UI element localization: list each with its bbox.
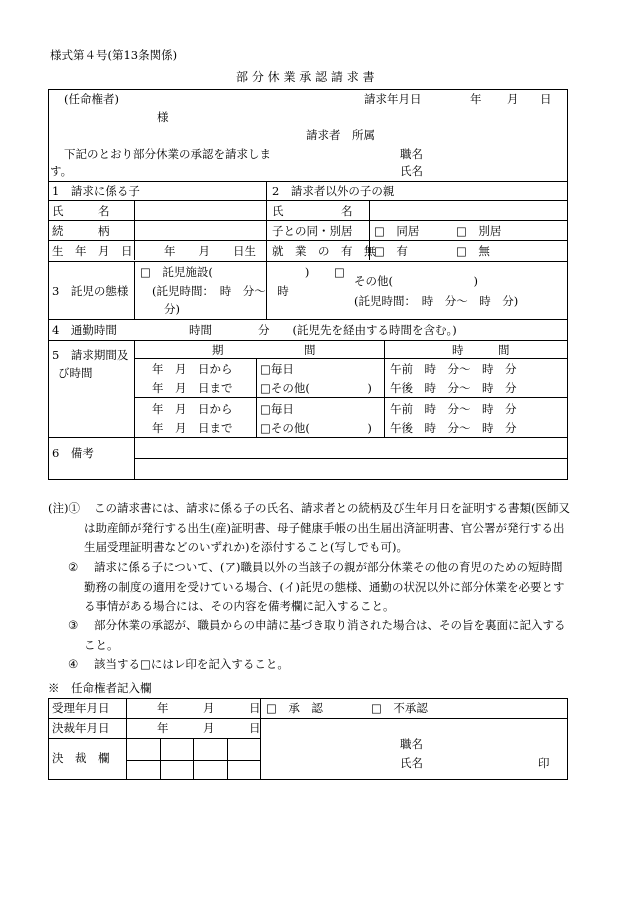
rule — [256, 358, 257, 437]
child-name-label: 氏 名 — [52, 204, 110, 218]
section6-label: 6 備考 — [52, 446, 94, 460]
form-title: 部 分 休 業 承 認 請 求 書 — [236, 70, 375, 84]
employment-yes-checkbox[interactable]: □ 有 — [374, 244, 408, 258]
note-2-line-2: 勤務の制度の適用を受けている場合、(イ)託児の態様、通勤の状況以外に部分休業を必要とす — [84, 580, 565, 594]
daily-checkbox[interactable]: □毎日 — [260, 402, 294, 416]
notes-prefix: (注)① — [48, 501, 80, 515]
child-birth-value: 年 月 日生 — [164, 244, 256, 258]
period-from: 年 月 日から — [152, 362, 233, 376]
rule — [48, 319, 568, 320]
year-label: 年 — [470, 92, 482, 106]
rule — [260, 718, 568, 719]
section1-label: 1 請求に係る子 — [52, 184, 140, 198]
note-1-line-2: は助産師が発行する出生(産)証明書、母子健康手帳の出生届出済証明書、官公署が発行する出 — [84, 521, 565, 535]
commute-time-value: 時間 分 (託児先を経由する時間を含む。) — [189, 323, 457, 337]
rule — [48, 200, 568, 201]
received-date-label: 受理年月日 — [52, 701, 110, 715]
note-1-line-1: この請求書には、請求に係る子の氏名、請求者との続柄及び生年月日を証明する書類(医師又 — [94, 501, 570, 515]
seal-label: 印 — [538, 756, 550, 770]
rule — [227, 738, 228, 780]
note-2-line-3: る事情がある場合には、その内容を備考欄に記入すること。 — [84, 599, 395, 613]
am-time: 午前 時 分～ 時 分 — [390, 402, 517, 416]
approver-position-label: 職名 — [400, 737, 423, 751]
note-3-mark: ③ — [68, 618, 79, 632]
rule — [160, 738, 161, 780]
rule — [134, 397, 568, 398]
cohabit-separate-checkbox[interactable]: □ 別居 — [456, 224, 502, 238]
other-checkbox[interactable]: □ — [334, 265, 345, 279]
sama-label: 様 — [157, 110, 169, 124]
note-2-line-1: 請求に係る子について、(ア)職員以外の当該子の親が部分休業その他の育児のための短時間 — [94, 560, 563, 574]
other-days-checkbox[interactable]: □その他( ) — [260, 421, 372, 435]
statement-line-2: す。 — [50, 164, 73, 178]
note-4-mark: ④ — [68, 657, 79, 671]
period-header: 期 間 — [212, 343, 316, 357]
other-care-label: その他( ) — [354, 274, 478, 288]
appointer-section-heading: ※ 任命権者記入欄 — [48, 681, 152, 695]
facility-checkbox[interactable]: □ 託児施設( ) — [140, 265, 310, 279]
period-until: 年 月 日まで — [152, 421, 233, 435]
reject-checkbox[interactable]: □ 不承認 — [371, 701, 428, 715]
form-number: 様式第４号(第13条関係) — [50, 48, 178, 62]
note-4-line-1: 該当する□にはレ印を記入すること。 — [94, 657, 289, 671]
rule — [48, 240, 568, 241]
child-birth-label: 生 年 月 日 — [52, 244, 133, 258]
rule — [48, 738, 260, 739]
note-3-line-1: 部分休業の承認が、職員からの申請に基づき取り消された場合は、その旨を裏面に記入する — [94, 618, 566, 632]
period-until: 年 月 日まで — [152, 381, 233, 395]
rule — [134, 358, 568, 359]
note-2-mark: ② — [68, 560, 79, 574]
appointer-label: (任命権者) — [64, 92, 119, 106]
position-label: 職名 — [400, 147, 423, 161]
period-from: 年 月 日から — [152, 402, 233, 416]
day-label: 日 — [540, 92, 552, 106]
section3-label: 3 託児の態様 — [52, 284, 129, 298]
note-1-line-3: 生届受理証明書などのいずれか)を添付すること(写しでも可)。 — [84, 540, 408, 554]
section4-label: 4 通勤時間 — [52, 323, 117, 337]
rule — [126, 698, 127, 780]
time-header: 時 間 — [452, 343, 510, 357]
rule — [48, 437, 568, 438]
rule — [193, 738, 194, 780]
section2-label: 2 請求者以外の子の親 — [272, 184, 395, 198]
request-date-label: 請求年月日 — [364, 92, 422, 106]
daily-checkbox[interactable]: □毎日 — [260, 362, 294, 376]
other-care-time: (託児時間： 時 分～ 時 分) — [354, 294, 519, 308]
section5-label-2: び時間 — [58, 366, 93, 380]
decided-date-label: 決裁年月日 — [52, 721, 110, 735]
am-time: 午前 時 分～ 時 分 — [390, 362, 517, 376]
rule — [266, 181, 267, 319]
cohabit-same-checkbox[interactable]: □ 同居 — [374, 224, 420, 238]
pm-time: 午後 時 分～ 時 分 — [390, 421, 517, 435]
rule — [134, 340, 135, 480]
child-relation-label: 続 柄 — [52, 224, 110, 238]
rule — [48, 220, 568, 221]
approver-name-label: 氏名 — [400, 756, 423, 770]
rule — [134, 458, 568, 459]
cohabit-label: 子との同・別居 — [272, 224, 353, 238]
employment-no-checkbox[interactable]: □ 無 — [456, 244, 490, 258]
rule — [384, 340, 385, 437]
rule — [48, 261, 568, 262]
rule — [134, 200, 135, 260]
facility-time: (託児時間： 時 分～ 時 — [152, 284, 289, 298]
decision-label: 決 裁 欄 — [52, 751, 110, 765]
decided-date-value: 年 月 日 — [157, 721, 261, 735]
statement-line-1: 下記のとおり部分休業の承認を請求しま — [64, 147, 271, 161]
month-label: 月 — [507, 92, 519, 106]
rule — [134, 261, 135, 319]
section5-label-1: 5 請求期間及 — [52, 348, 129, 362]
facility-time-end: 分) — [164, 302, 180, 316]
name-label: 氏名 — [400, 164, 423, 178]
rule — [48, 718, 260, 719]
received-date-value: 年 月 日 — [157, 701, 261, 715]
note-3-line-2: こと。 — [84, 638, 119, 652]
requester-dept-label: 請求者 所属 — [306, 128, 375, 142]
approve-checkbox[interactable]: □ 承 認 — [266, 701, 323, 715]
rule — [48, 340, 568, 341]
employment-label: 就 業 の 有 無 — [272, 244, 376, 258]
pm-time: 午後 時 分～ 時 分 — [390, 381, 517, 395]
parent-name-label: 氏 名 — [272, 204, 353, 218]
other-days-checkbox[interactable]: □その他( ) — [260, 381, 372, 395]
rule — [48, 181, 568, 182]
